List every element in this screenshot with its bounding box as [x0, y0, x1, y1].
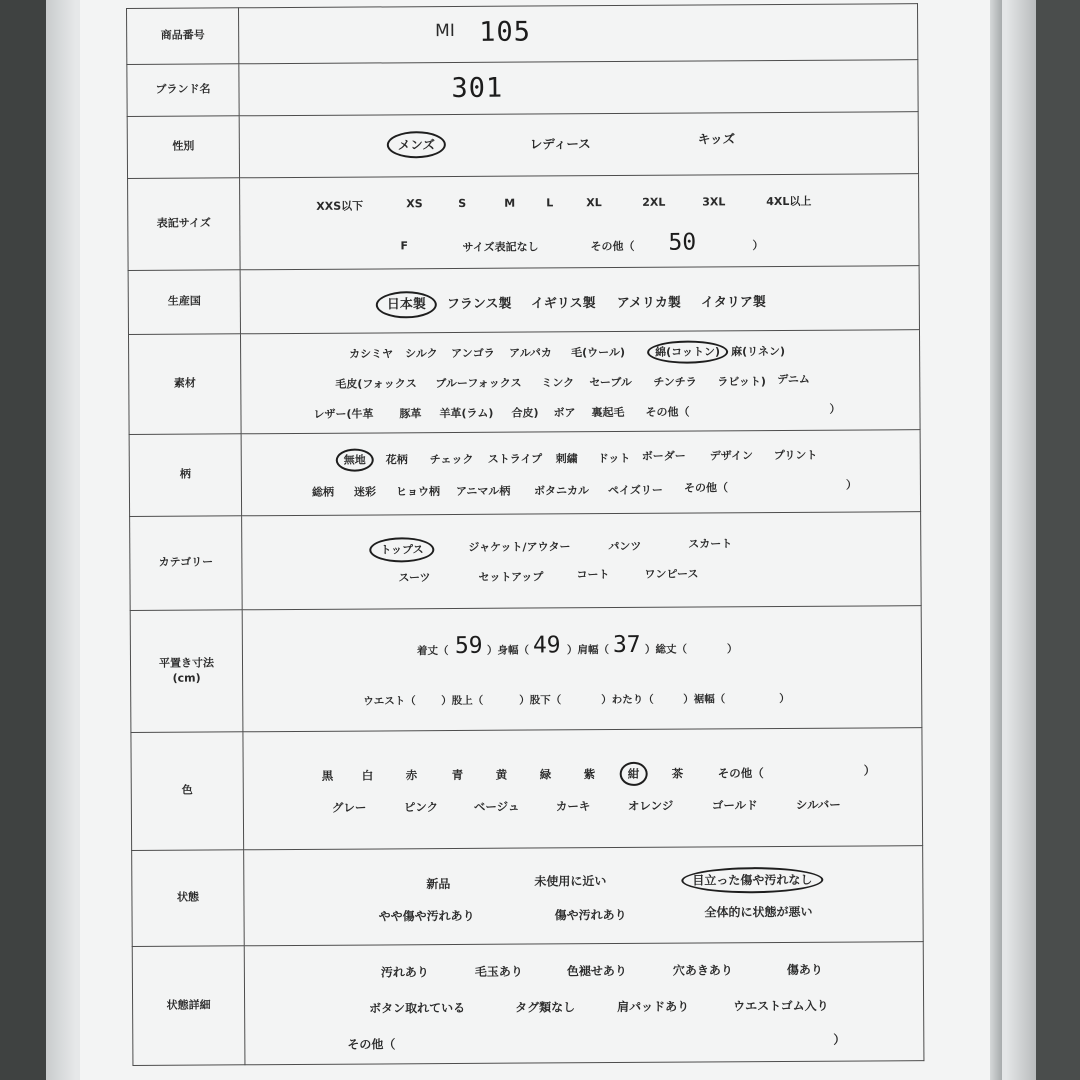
detail-no-tag[interactable]: タグ類なし: [515, 1000, 576, 1015]
row-category: [130, 512, 922, 611]
color-brown[interactable]: 茶: [671, 766, 684, 781]
detail-stain[interactable]: 汚れあり: [380, 965, 429, 980]
row-pattern: [129, 430, 920, 517]
size-xs[interactable]: XS: [406, 197, 423, 211]
product-number-prefix: MI: [435, 20, 455, 42]
detail-shoulder-pad[interactable]: 肩パッドあり: [617, 999, 690, 1015]
material-options: [240, 330, 920, 434]
country-options: [240, 266, 919, 334]
product-form: [126, 3, 924, 1066]
color-blue[interactable]: 青: [451, 767, 464, 783]
detail-hole[interactable]: 穴あきあり: [672, 963, 733, 978]
detail-button-missing[interactable]: ボタン取れている: [369, 1000, 466, 1016]
color-yellow[interactable]: 黄: [495, 767, 508, 782]
country-italy[interactable]: イタリア製: [700, 295, 766, 311]
country-japan-circled[interactable]: 日本製: [376, 291, 437, 318]
measure-thigh[interactable]: ）わたり（: [601, 693, 654, 707]
product-number-handwritten: 105: [479, 16, 532, 48]
pattern-allover[interactable]: 総柄: [311, 485, 335, 499]
brand-label: ブランド名: [155, 82, 211, 96]
material-cashmere[interactable]: カシミヤ: [349, 347, 394, 361]
measure-total-close: ）: [726, 643, 738, 656]
material-rabbit[interactable]: ラビット): [717, 375, 766, 389]
material-alpaca[interactable]: アルパカ: [509, 346, 552, 360]
measure-length-value[interactable]: 59: [454, 632, 483, 660]
measure-length-label: 着丈（: [416, 645, 449, 658]
category-jacket[interactable]: ジャケット/アウター: [468, 540, 571, 554]
country-uk[interactable]: イギリス製: [530, 296, 596, 312]
size-other-handwritten: 50: [668, 229, 697, 256]
category-pants[interactable]: パンツ: [608, 539, 642, 554]
gender-kids[interactable]: キッズ: [697, 131, 736, 147]
size-s[interactable]: S: [458, 196, 467, 210]
category-coat[interactable]: コート: [576, 568, 610, 582]
detail-close-paren: ）: [833, 1032, 846, 1047]
detail-pilling[interactable]: 毛玉あり: [474, 964, 523, 979]
condition-damage[interactable]: 傷や汚れあり: [554, 907, 627, 923]
color-black[interactable]: 黒: [321, 768, 334, 783]
material-other[interactable]: その他（: [645, 405, 690, 419]
color-green[interactable]: 緑: [539, 767, 552, 782]
size-3xl[interactable]: 3XL: [702, 195, 726, 209]
size-xl[interactable]: XL: [586, 196, 602, 210]
material-lamb[interactable]: 羊革(ラム): [439, 406, 494, 421]
pattern-botanical[interactable]: ボタニカル: [533, 484, 589, 498]
material-boa[interactable]: ボア: [553, 406, 576, 420]
pattern-floral[interactable]: 花柄: [385, 453, 408, 467]
detail-elastic-waist[interactable]: ウエストゴム入り: [733, 998, 829, 1014]
color-red[interactable]: 赤: [405, 768, 418, 783]
condition-no-damage-circled[interactable]: 目立った傷や汚れなし: [681, 867, 823, 894]
color-label: 色: [181, 783, 193, 797]
color-silver[interactable]: シルバー: [795, 797, 841, 812]
category-setup[interactable]: セットアップ: [478, 570, 544, 584]
material-cowhide[interactable]: レザー(牛革: [313, 407, 374, 421]
color-orange[interactable]: オレンジ: [627, 798, 674, 813]
material-synthetic[interactable]: 合皮): [511, 406, 539, 420]
category-suit[interactable]: スーツ: [398, 571, 431, 585]
color-gray[interactable]: グレー: [331, 800, 367, 815]
row-brand: [127, 60, 918, 117]
measure-width-value[interactable]: 49: [532, 632, 561, 659]
pattern-leopard[interactable]: ヒョウ柄: [395, 485, 440, 499]
category-skirt[interactable]: スカート: [688, 537, 733, 551]
pattern-check[interactable]: チェック: [429, 452, 474, 467]
measurements-label: 平置き寸法: [158, 656, 215, 670]
size-xxs[interactable]: XXS以下: [316, 199, 364, 213]
row-gender: [127, 112, 918, 179]
condition-slight-damage[interactable]: やや傷や汚れあり: [378, 908, 475, 924]
size-2xl[interactable]: 2XL: [642, 195, 666, 209]
size-other[interactable]: その他（: [590, 239, 635, 254]
condition-poor[interactable]: 全体的に状態が悪い: [704, 904, 813, 920]
condition-options: [244, 846, 924, 946]
size-none[interactable]: サイズ表記なし: [462, 240, 539, 254]
color-navy-circled[interactable]: 紺: [620, 762, 648, 786]
material-silk[interactable]: シルク: [405, 347, 438, 361]
country-usa[interactable]: アメリカ製: [616, 295, 681, 312]
measure-inseam[interactable]: ）股下（: [519, 694, 562, 707]
pattern-camo[interactable]: 迷彩: [353, 485, 377, 499]
country-france[interactable]: フランス製: [446, 296, 512, 313]
row-condition: [132, 846, 924, 947]
condition-label: 状態: [176, 890, 199, 904]
condition-new[interactable]: 新品: [426, 877, 451, 892]
color-beige[interactable]: ベージュ: [473, 799, 520, 814]
material-cotton-circled[interactable]: 綿(コットン): [647, 340, 728, 363]
color-other[interactable]: その他（: [717, 766, 764, 781]
gender-mens-circled[interactable]: メンズ: [387, 131, 446, 158]
gender-ladies[interactable]: レディース: [529, 136, 591, 152]
condition-detail-label: 状態詳細: [166, 998, 211, 1012]
measure-shoulder-value[interactable]: 37: [612, 631, 641, 659]
category-onepiece[interactable]: ワンピース: [644, 567, 699, 581]
brand-handwritten: 301: [451, 72, 504, 105]
measure-shoulder-label: ）肩幅（: [566, 644, 609, 657]
row-material: [128, 330, 920, 435]
category-options: [242, 512, 922, 610]
row-product-number: [127, 4, 918, 65]
color-khaki[interactable]: カーキ: [555, 799, 591, 814]
pattern-embroidery[interactable]: 刺繍: [555, 452, 578, 466]
measure-waist[interactable]: ウエスト（: [363, 695, 416, 708]
color-close-paren: ）: [863, 763, 876, 778]
material-bluefox[interactable]: ブルーフォックス: [435, 376, 522, 391]
pattern-options: [241, 430, 920, 516]
color-gold[interactable]: ゴールド: [711, 798, 758, 813]
material-linen[interactable]: 麻(リネン): [731, 344, 785, 359]
pattern-close-paren: ）: [845, 478, 857, 492]
color-purple[interactable]: 紫: [583, 767, 596, 782]
size-m[interactable]: M: [504, 196, 516, 210]
measure-hem-close: ）: [779, 692, 790, 706]
size-close-paren: ）: [752, 239, 764, 253]
material-close-paren: ）: [829, 402, 841, 416]
category-tops-circled[interactable]: トップス: [369, 537, 434, 562]
color-white[interactable]: 白: [361, 768, 374, 783]
brand-field[interactable]: [239, 60, 918, 116]
measure-total-label: ）総丈（: [644, 643, 687, 656]
pattern-animal[interactable]: アニマル柄: [455, 484, 511, 498]
pattern-solid-circled[interactable]: 無地: [336, 448, 374, 471]
measure-rise[interactable]: ）股上（: [441, 694, 484, 708]
row-measurements: [130, 606, 922, 733]
color-pink[interactable]: ピンク: [403, 800, 439, 815]
material-pigskin[interactable]: 豚革: [399, 407, 422, 421]
material-wool[interactable]: 毛(ウール): [571, 345, 625, 360]
material-chinchilla[interactable]: チンチラ: [653, 375, 697, 389]
color-options: [243, 728, 923, 850]
country-label: 生産国: [167, 294, 201, 308]
size-4xl[interactable]: 4XL以上: [766, 194, 812, 209]
pattern-print[interactable]: プリント: [773, 448, 818, 463]
measure-hem[interactable]: ）裾幅（: [683, 693, 726, 706]
sleeve-edge: [990, 0, 1002, 1080]
row-country: [128, 266, 919, 335]
pattern-other[interactable]: その他（: [683, 481, 728, 495]
material-angora[interactable]: アンゴラ: [451, 346, 495, 361]
row-color: [131, 728, 923, 851]
detail-scratch[interactable]: 傷あり: [786, 962, 823, 977]
material-label: 素材: [173, 376, 196, 390]
product-number-field[interactable]: [239, 4, 918, 64]
gender-label: 性別: [172, 139, 195, 153]
size-label: 表記サイズ: [156, 216, 211, 230]
pattern-design[interactable]: デザイン: [709, 449, 754, 463]
measurements-unit: (cm): [172, 671, 201, 685]
condition-like-new[interactable]: 未使用に近い: [534, 874, 607, 889]
material-mink[interactable]: ミンク: [541, 376, 575, 390]
material-brushed[interactable]: 裏起毛: [591, 405, 625, 420]
product-number-label: 商品番号: [160, 28, 205, 42]
detail-other[interactable]: その他（: [347, 1037, 396, 1052]
size-f[interactable]: F: [400, 239, 409, 253]
row-condition-detail: [132, 942, 924, 1066]
pattern-stripe[interactable]: ストライプ: [487, 452, 543, 466]
material-fox[interactable]: 毛皮(フォックス: [335, 377, 417, 391]
measurements-fields: [242, 606, 922, 732]
condition-detail-options: [244, 942, 924, 1065]
row-size: [128, 174, 920, 271]
material-denim[interactable]: デニム: [777, 372, 810, 387]
pattern-border[interactable]: ボーダー: [641, 449, 686, 463]
pattern-paisley[interactable]: ペイズリー: [607, 483, 663, 498]
category-label: カテゴリー: [158, 555, 214, 569]
material-sable[interactable]: セーブル: [589, 375, 632, 390]
measure-width-label: ）身幅（: [486, 644, 529, 657]
pattern-label: 柄: [179, 467, 191, 481]
gender-options: [239, 112, 918, 178]
pattern-dot[interactable]: ドット: [597, 451, 631, 466]
detail-fading[interactable]: 色褪せあり: [566, 963, 627, 979]
size-l[interactable]: L: [546, 196, 554, 210]
size-options: [240, 174, 920, 270]
